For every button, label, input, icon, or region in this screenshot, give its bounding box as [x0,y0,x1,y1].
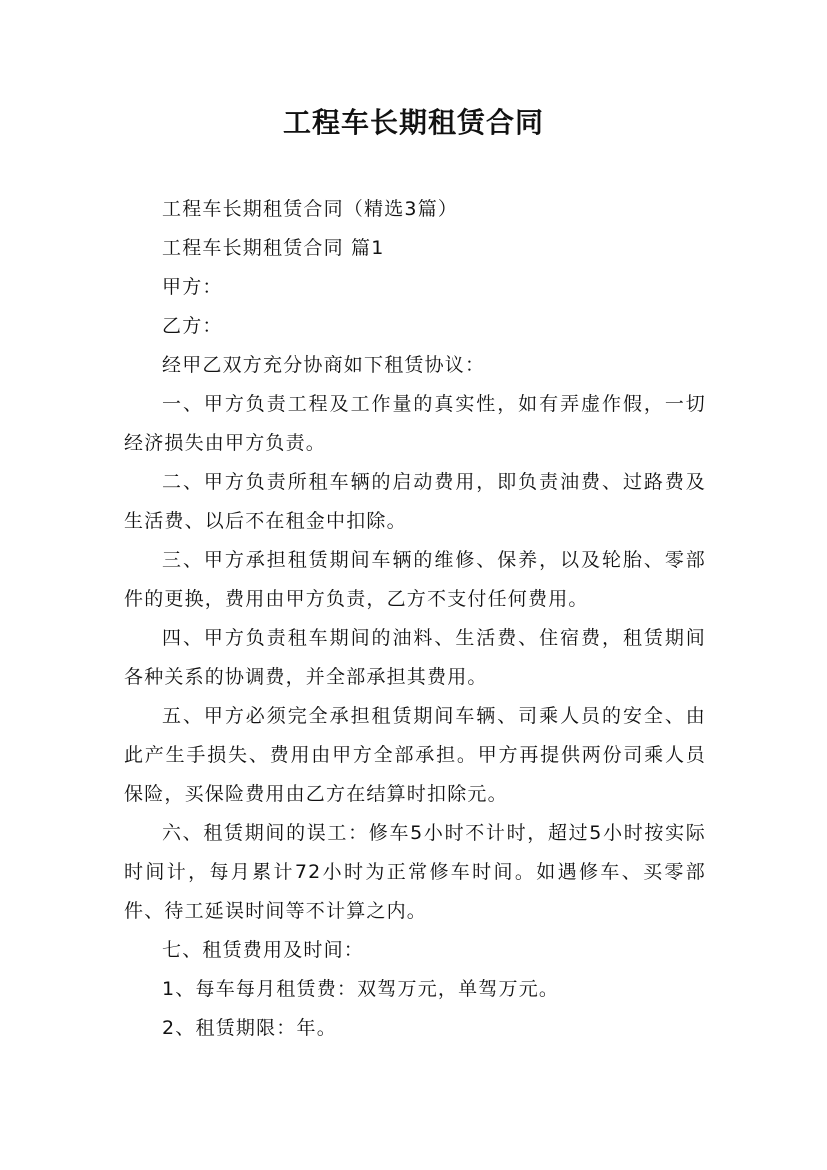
document-title: 工程车长期租赁合同 [282,106,544,139]
paragraph-clause-1: 一、甲方负责工程及工作量的真实性，如有弄虚作假，一切经济损失由甲方负责。 [124,393,706,454]
paragraph-clause-2: 二、甲方负责所租车辆的启动费用，即负责油费、过路费及生活费、以后不在租金中扣除。 [124,471,706,532]
paragraph-clause-6: 六、租赁期间的误工：修车5小时不计时，超过5小时按实际时间计，每月累计72小时为正常修车时间。如遇修车、买零部件、待工延误时间等不计算之内。 [124,822,706,922]
paragraph-clause-3: 三、甲方承担租赁期间车辆的维修、保养，以及轮胎、零部件的更换，费用由甲方负责，乙方不支付任何费用。 [124,549,706,610]
paragraph-party-a: 甲方： [162,276,223,298]
paragraph-section-heading: 工程车长期租赁合同 篇1 [162,237,385,259]
paragraph-subtitle: 工程车长期租赁合同（精选3篇） [162,198,459,220]
paragraph-party-b: 乙方： [162,315,223,337]
paragraph-clause-7-item-1: 1、每车每月租赁费：双驾万元，单驾万元。 [162,978,560,1000]
document-body [124,190,706,1048]
paragraph-clause-4: 四、甲方负责租车期间的油料、生活费、住宿费，租赁期间各种关系的协调费，并全部承担其费用。 [124,627,706,688]
paragraph-clause-7-item-2: 2、租赁期限：年。 [162,1017,337,1039]
paragraph-clause-5: 五、甲方必须完全承担租赁期间车辆、司乘人员的安全、由此产生手损失、费用由甲方全部承担。甲方再提供两份司乘人员保险，买保险费用由乙方在结算时扣除元。 [124,705,706,805]
paragraph-agreement-intro: 经甲乙双方充分协商如下租赁协议： [162,354,486,376]
paragraph-clause-7: 七、租赁费用及时间： [162,939,365,961]
